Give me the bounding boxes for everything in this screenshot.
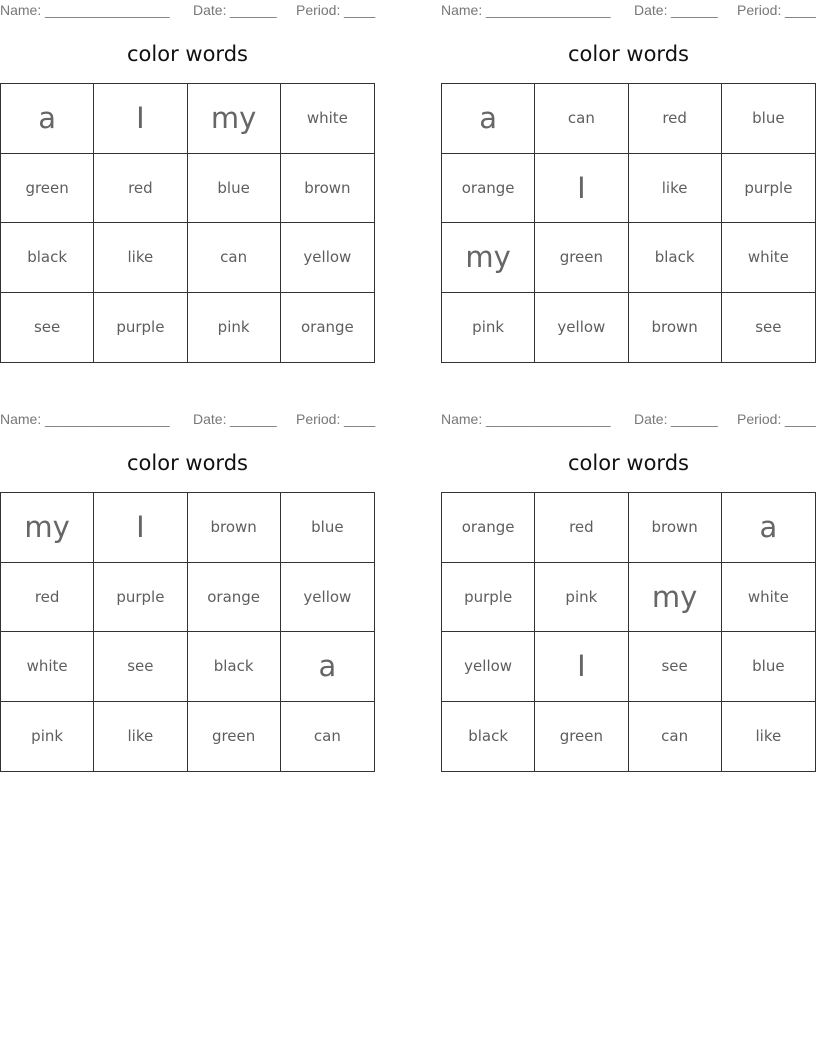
period-blank: ____ (344, 411, 376, 427)
bingo-cell: red (94, 154, 187, 224)
bingo-cell: black (442, 702, 535, 772)
bingo-cell: like (629, 154, 722, 224)
bingo-cell: white (722, 563, 815, 633)
bingo-cell: orange (188, 563, 281, 633)
period-blank: ____ (785, 411, 816, 427)
bingo-cell: blue (281, 493, 374, 563)
bingo-cell: my (188, 84, 281, 154)
bingo-cell: brown (188, 493, 281, 563)
bingo-cell: like (755, 727, 782, 746)
bingo-cell: red (1, 563, 94, 633)
period-label: Period: (296, 2, 341, 18)
bingo-cell: red (629, 84, 722, 154)
period-label: Period: (737, 411, 782, 427)
bingo-cell: I (94, 84, 187, 154)
bingo-cell: a (442, 84, 535, 154)
bingo-grid (0, 83, 375, 363)
bingo-cell: blue (722, 632, 815, 702)
bingo-cell: I (535, 632, 628, 702)
bingo-grid (441, 83, 816, 363)
date-label: Date: (193, 2, 227, 18)
bingo-cell: black (1, 223, 94, 293)
name-blank: ________________ (45, 411, 170, 427)
period-blank: ____ (785, 2, 816, 18)
bingo-cell: white (722, 223, 815, 293)
bingo-cell: green (535, 702, 628, 772)
bingo-cell: can (629, 702, 722, 772)
bingo-cell: my (442, 223, 535, 293)
bingo-cell: brown (281, 154, 374, 224)
bingo-cell: can (188, 223, 281, 293)
name-blank: ________________ (486, 2, 611, 18)
bingo-cell: blue (722, 84, 815, 154)
bingo-cell: blue (188, 154, 281, 224)
bingo-grid (441, 492, 816, 772)
bingo-cell: brown (629, 493, 722, 563)
bingo-cell: like (94, 702, 187, 772)
name-blank: ________________ (486, 411, 611, 427)
date-label: Date: (193, 411, 227, 427)
name-label: Name: (0, 2, 42, 18)
bingo-cell: see (755, 318, 782, 337)
name-label: Name: (441, 2, 483, 18)
bingo-cell: white (281, 84, 374, 154)
bingo-grid (0, 492, 375, 772)
bingo-cell: black (629, 223, 722, 293)
bingo-card-3 (0, 409, 375, 774)
bingo-cell: see (94, 632, 187, 702)
bingo-cell: purple (442, 563, 535, 633)
bingo-cell: yellow (281, 563, 374, 633)
name-blank: ________________ (45, 2, 170, 18)
card-title: color words (127, 451, 248, 475)
bingo-card-2 (441, 0, 816, 365)
card-header (441, 411, 816, 429)
card-header (0, 2, 375, 20)
bingo-cell: can (313, 727, 341, 746)
bingo-cell: yellow (281, 223, 374, 293)
date-blank: ______ (671, 2, 718, 18)
date-blank: ______ (230, 2, 277, 18)
bingo-cell: see (1, 293, 94, 363)
period-blank: ____ (344, 2, 376, 18)
card-header (0, 411, 375, 429)
bingo-cell: see (629, 632, 722, 702)
bingo-cell: can (535, 84, 628, 154)
bingo-cell: pink (442, 293, 535, 363)
bingo-cell: a (281, 632, 374, 702)
name-label: Name: (441, 411, 483, 427)
date-label: Date: (634, 2, 668, 18)
bingo-cell: green (1, 154, 94, 224)
bingo-cell: a (722, 493, 815, 563)
bingo-cell: purple (94, 563, 187, 633)
bingo-cell: brown (629, 293, 722, 363)
name-label: Name: (0, 411, 42, 427)
bingo-cell: I (535, 154, 628, 224)
bingo-cell: I (94, 493, 187, 563)
bingo-card-1 (0, 0, 375, 365)
bingo-cell: purple (94, 293, 187, 363)
bingo-cell: green (188, 702, 281, 772)
period-label: Period: (296, 411, 341, 427)
bingo-card-4 (441, 409, 816, 774)
bingo-cell: pink (1, 702, 94, 772)
bingo-cell: orange (442, 493, 535, 563)
bingo-cell: pink (188, 293, 281, 363)
bingo-cell: white (1, 632, 94, 702)
bingo-cell: like (94, 223, 187, 293)
bingo-cell: purple (722, 154, 815, 224)
bingo-cell: orange (442, 154, 535, 224)
date-blank: ______ (230, 411, 277, 427)
card-title: color words (568, 42, 689, 66)
card-header (441, 2, 816, 20)
bingo-cell: green (535, 223, 628, 293)
bingo-cell: my (1, 493, 94, 563)
bingo-cell: pink (535, 563, 628, 633)
bingo-cell: a (1, 84, 94, 154)
bingo-cell: black (188, 632, 281, 702)
date-blank: ______ (671, 411, 718, 427)
bingo-cell: yellow (535, 293, 628, 363)
card-title: color words (127, 42, 248, 66)
bingo-cell: red (535, 493, 628, 563)
period-label: Period: (737, 2, 782, 18)
bingo-cell: orange (300, 318, 354, 337)
date-label: Date: (634, 411, 668, 427)
bingo-cell: yellow (442, 632, 535, 702)
bingo-cell: my (629, 563, 722, 633)
card-title: color words (568, 451, 689, 475)
